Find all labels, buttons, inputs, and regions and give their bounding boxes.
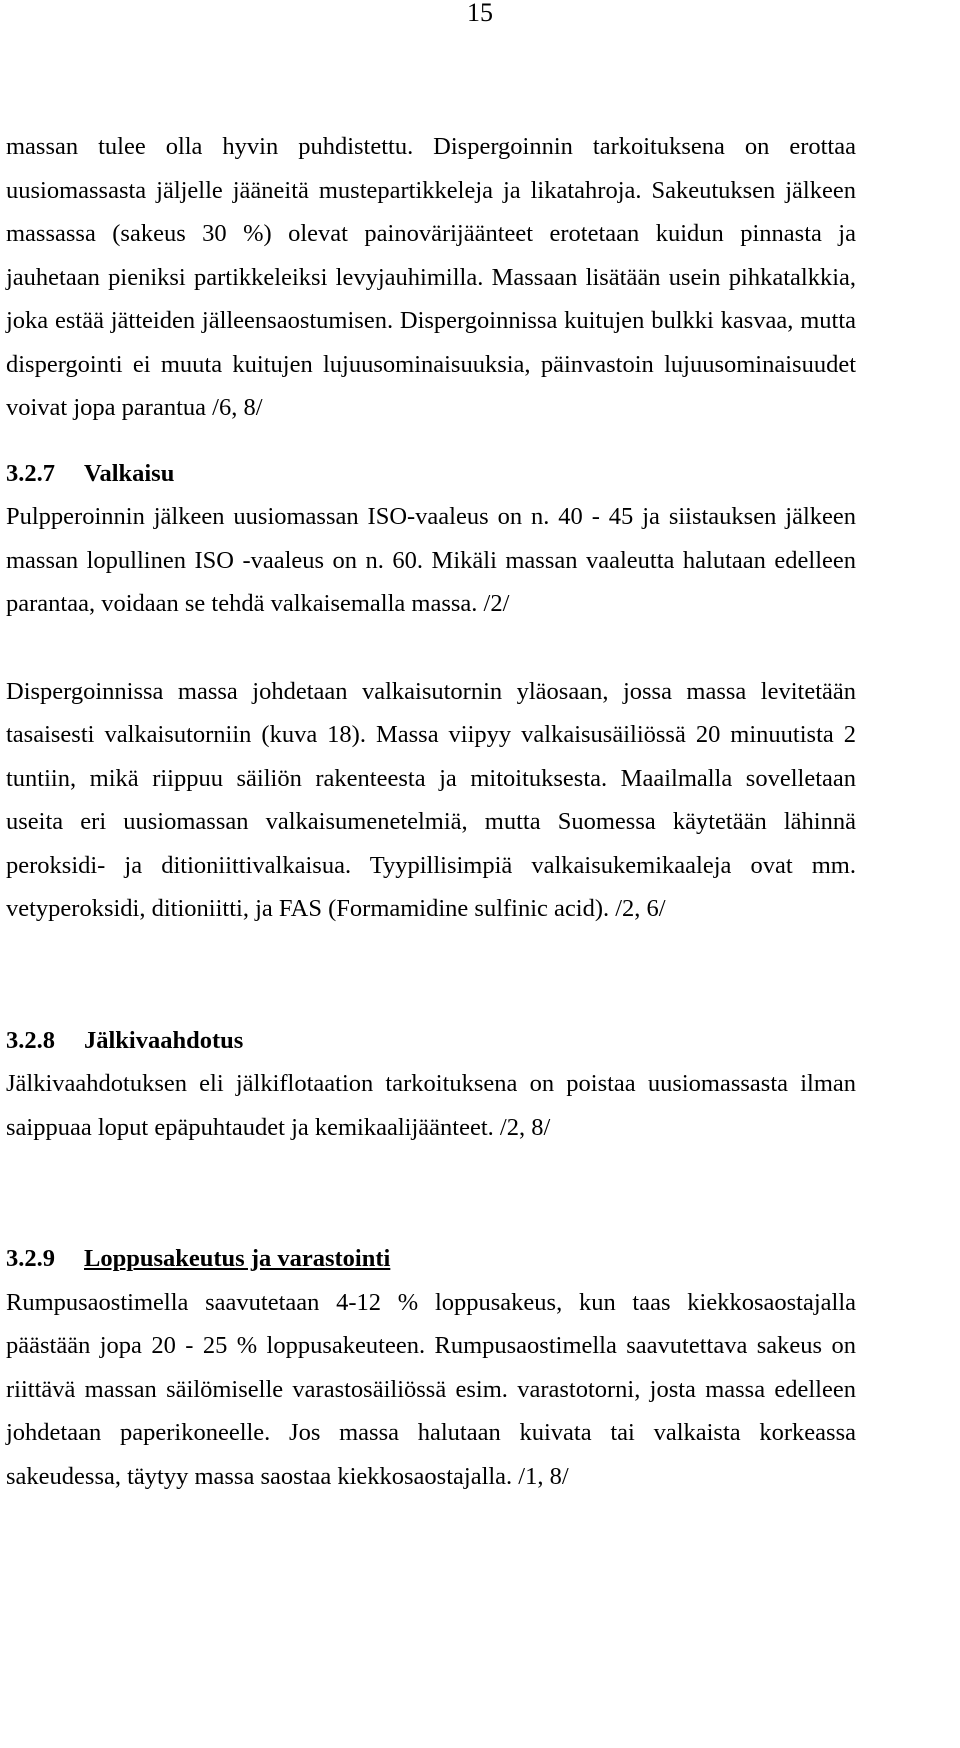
paragraph-valkaisu-iso: Pulpperoinnin jälkeen uusiomassan ISO-vaaleus on n. 40 - 45 ja siistauksen jälkeen massan lopullinen ISO -vaaleus on n. 60. Mikäli massan vaaleutta halutaan edelleen parantaa, voidaan se tehdä valkaisemalla massa. /2/ bbox=[6, 503, 856, 617]
section-number: 3.2.8 bbox=[6, 1026, 55, 1054]
document-body bbox=[6, 125, 856, 1498]
section-heading-jalkivaahdotus bbox=[6, 1019, 856, 1063]
section-heading-loppusakeutus bbox=[6, 1237, 856, 1281]
section-number: 3.2.9 bbox=[6, 1245, 55, 1272]
section-title: Valkaisu bbox=[84, 459, 175, 487]
paragraph-loppusakeutus: Rumpusaostimella saavutetaan 4-12 % loppusakeus, kun taas kiekkosaostajalla päästään jopa 20 - 25 % loppusakeuteen. Rumpusaostimella saavutettava sakeus on riittävä massan säilömiselle varastosäiliössä esim. varastotorni, josta massa edelleen johdetaan paperikoneelle. Jos massa halutaan kuivata tai valkaista korkeassa sakeudessa, täytyy massa saostaa kiekkosaostajalla. /1, 8/ bbox=[6, 1288, 856, 1490]
paragraph-valkaisu-menetelmat: Dispergoinnissa massa johdetaan valkaisutornin yläosaan, jossa massa levitetään tasaisesti valkaisutorniin (kuva 18). Massa viipyy valkaisusäiliössä 20 minuutista 2 tuntiin, mikä riippuu säiliön rakenteesta ja mitoituksesta. Maailmalla sovelletaan useita eri uusiomassan valkaisumenetelmiä, mutta Suomessa käytetään lähinnä peroksidi- ja ditioniittivalkaisua. Tyypillisimpiä valkaisukemikaaleja ovat mm. vetyperoksidi, ditioniitti, ja FAS (Formamidine sulfinic acid). /2, 6/ bbox=[6, 677, 856, 922]
section-heading-valkaisu bbox=[6, 452, 856, 496]
paragraph-jalkivaahdotus: Jälkivaahdotuksen eli jälkiflotaation tarkoituksena on poistaa uusiomassasta ilman saippuaa loput epäpuhtaudet ja kemikaalijäänteet. /2, 8/ bbox=[6, 1070, 856, 1141]
page-number: 15 bbox=[467, 0, 493, 27]
section-number: 3.2.7 bbox=[6, 459, 55, 487]
section-title: Jälkivaahdotus bbox=[84, 1026, 244, 1054]
section-title: Loppusakeutus ja varastointi bbox=[84, 1245, 391, 1272]
paragraph-dispergointi: massan tulee olla hyvin puhdistettu. Dispergoinnin tarkoituksena on erottaa uusiomassasta jäljelle jääneitä mustepartikkeleja ja likatahroja. Sakeutuksen jälkeen massassa (sakeus 30 %) olevat painovärijäänteet erotetaan kuidun pinnasta ja jauhetaan pieniksi partikkeleiksi levyjauhimilla. Massaan lisätään usein pihkatalkkia, joka estää jätteiden jälleensaostumisen. Dispergoinnissa kuitujen bulkki kasvaa, mutta dispergointi ei muuta kuitujen lujuusominaisuuksia, päinvastoin lujuusominaisuudet voivat jopa parantua /6, 8/ bbox=[6, 133, 856, 421]
